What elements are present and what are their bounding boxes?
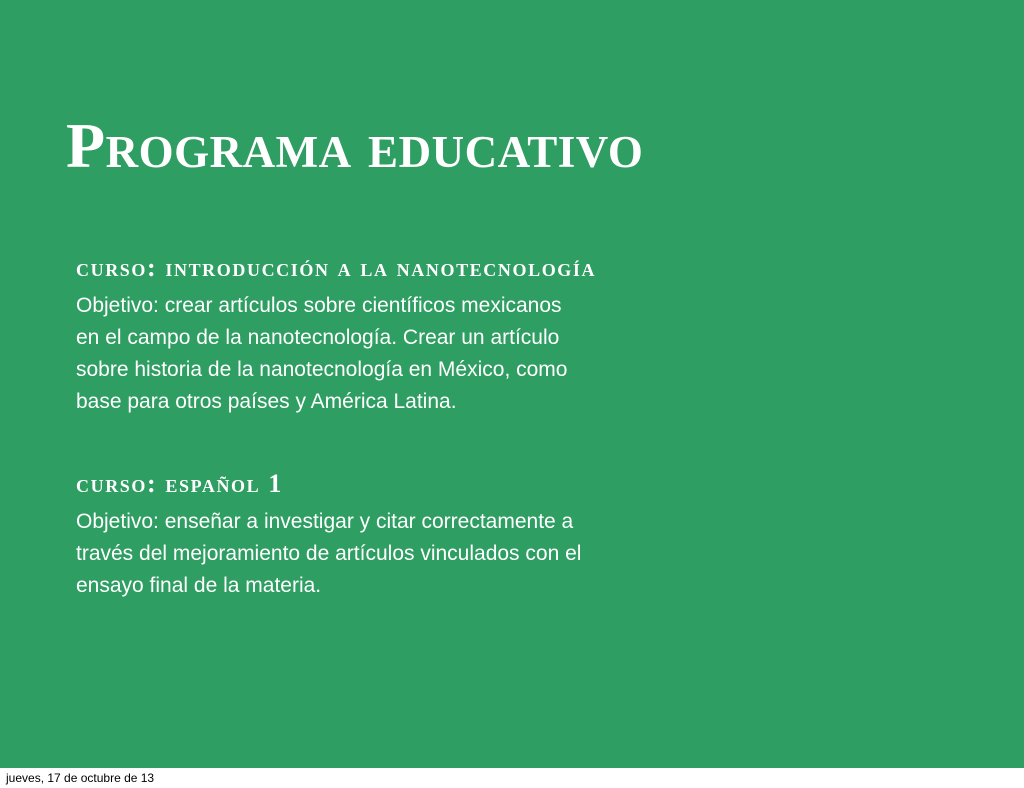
objective-line: través del mejoramiento de artículos vinculados con el — [76, 542, 582, 565]
course-objective — [76, 290, 836, 418]
slide-title: Programa educativo — [66, 110, 644, 181]
objective-line: ensayo final de la materia. — [76, 574, 322, 597]
objective-line: en el campo de la nanotecnología. Crear un artículo — [76, 326, 560, 349]
course-nanotecnologia — [76, 252, 836, 418]
course-heading: curso: introducción a la nanotecnología — [76, 253, 597, 282]
objective-line: Objetivo: crear artículos sobre científicos mexicanos — [76, 294, 562, 317]
course-espanol-1 — [76, 468, 836, 602]
course-heading: curso: español 1 — [76, 469, 283, 498]
footer-date: jueves, 17 de octubre de 13 — [6, 771, 155, 785]
objective-line: Objetivo: enseñar a investigar y citar correctamente a — [76, 510, 574, 533]
objective-line: base para otros países y América Latina. — [76, 390, 457, 413]
course-objective — [76, 506, 836, 602]
objective-line: sobre historia de la nanotecnología en México, como — [76, 358, 568, 381]
